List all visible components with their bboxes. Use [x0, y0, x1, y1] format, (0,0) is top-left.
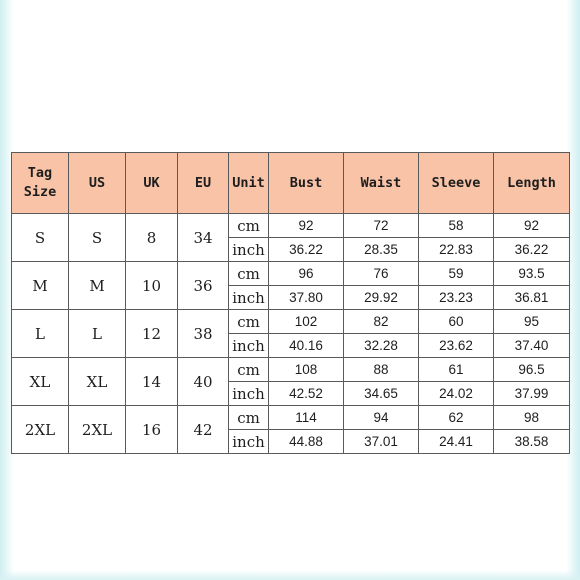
- unit-inch-cell: inch: [229, 238, 269, 262]
- waist-inch-cell: 32.28: [344, 334, 419, 358]
- uk-size-cell: 8: [126, 214, 178, 262]
- us-size-cell: XL: [69, 358, 126, 406]
- bust-inch-cell: 37.80: [269, 286, 344, 310]
- unit-cm-cell: cm: [229, 262, 269, 286]
- tag-size-cell: L: [12, 310, 69, 358]
- header-tag-size: [12, 153, 69, 214]
- tag-size-cell: 2XL: [12, 406, 69, 454]
- sleeve-cm-cell: 60: [419, 310, 494, 334]
- waist-cm-cell: 72: [344, 214, 419, 238]
- eu-size-cell: 34: [178, 214, 229, 262]
- header-row: [12, 153, 570, 214]
- unit-cm-cell: cm: [229, 358, 269, 382]
- tag-size-cell: S: [12, 214, 69, 262]
- length-cm-cell: 93.5: [494, 262, 570, 286]
- uk-size-cell: 10: [126, 262, 178, 310]
- bust-cm-cell: 92: [269, 214, 344, 238]
- length-inch-cell: 36.22: [494, 238, 570, 262]
- unit-inch-cell: inch: [229, 286, 269, 310]
- table-row-cm: [12, 358, 570, 382]
- sleeve-cm-cell: 58: [419, 214, 494, 238]
- bottom-edge-tint: [0, 570, 580, 580]
- bust-inch-cell: 42.52: [269, 382, 344, 406]
- sleeve-inch-cell: 23.62: [419, 334, 494, 358]
- unit-cm-cell: cm: [229, 406, 269, 430]
- bust-inch-cell: 40.16: [269, 334, 344, 358]
- size-chart-table: [11, 152, 570, 454]
- header-uk: UK: [126, 153, 178, 214]
- header-tag-size-line2: Size: [23, 184, 57, 200]
- table-row-cm: [12, 214, 570, 238]
- eu-size-cell: 42: [178, 406, 229, 454]
- uk-size-cell: 16: [126, 406, 178, 454]
- us-size-cell: M: [69, 262, 126, 310]
- bust-cm-cell: 96: [269, 262, 344, 286]
- waist-inch-cell: 29.92: [344, 286, 419, 310]
- unit-cm-cell: cm: [229, 310, 269, 334]
- sleeve-inch-cell: 22.83: [419, 238, 494, 262]
- eu-size-cell: 40: [178, 358, 229, 406]
- waist-inch-cell: 37.01: [344, 430, 419, 454]
- header-length: Length: [494, 153, 570, 214]
- bust-cm-cell: 114: [269, 406, 344, 430]
- waist-inch-cell: 34.65: [344, 382, 419, 406]
- table-row-cm: [12, 262, 570, 286]
- tag-size-cell: M: [12, 262, 69, 310]
- eu-size-cell: 38: [178, 310, 229, 358]
- bust-inch-cell: 36.22: [269, 238, 344, 262]
- unit-inch-cell: inch: [229, 334, 269, 358]
- length-cm-cell: 92: [494, 214, 570, 238]
- waist-inch-cell: 28.35: [344, 238, 419, 262]
- length-inch-cell: 36.81: [494, 286, 570, 310]
- bust-inch-cell: 44.88: [269, 430, 344, 454]
- header-bust: Bust: [269, 153, 344, 214]
- waist-cm-cell: 76: [344, 262, 419, 286]
- waist-cm-cell: 82: [344, 310, 419, 334]
- header-us: US: [69, 153, 126, 214]
- sleeve-cm-cell: 59: [419, 262, 494, 286]
- unit-inch-cell: inch: [229, 430, 269, 454]
- length-inch-cell: 37.40: [494, 334, 570, 358]
- tag-size-cell: XL: [12, 358, 69, 406]
- table-row-cm: [12, 310, 570, 334]
- uk-size-cell: 12: [126, 310, 178, 358]
- sleeve-inch-cell: 24.02: [419, 382, 494, 406]
- length-cm-cell: 98: [494, 406, 570, 430]
- header-unit: Unit: [229, 153, 269, 214]
- header-eu: EU: [178, 153, 229, 214]
- header-tag-size-line1: Tag: [27, 165, 53, 181]
- us-size-cell: 2XL: [69, 406, 126, 454]
- sleeve-inch-cell: 23.23: [419, 286, 494, 310]
- sleeve-cm-cell: 61: [419, 358, 494, 382]
- length-cm-cell: 96.5: [494, 358, 570, 382]
- header-sleeve: Sleeve: [419, 153, 494, 214]
- bust-cm-cell: 102: [269, 310, 344, 334]
- waist-cm-cell: 94: [344, 406, 419, 430]
- length-inch-cell: 37.99: [494, 382, 570, 406]
- unit-inch-cell: inch: [229, 382, 269, 406]
- unit-cm-cell: cm: [229, 214, 269, 238]
- sleeve-inch-cell: 24.41: [419, 430, 494, 454]
- header-waist: Waist: [344, 153, 419, 214]
- eu-size-cell: 36: [178, 262, 229, 310]
- bust-cm-cell: 108: [269, 358, 344, 382]
- us-size-cell: L: [69, 310, 126, 358]
- length-inch-cell: 38.58: [494, 430, 570, 454]
- length-cm-cell: 95: [494, 310, 570, 334]
- table-row-cm: [12, 406, 570, 430]
- us-size-cell: S: [69, 214, 126, 262]
- sleeve-cm-cell: 62: [419, 406, 494, 430]
- waist-cm-cell: 88: [344, 358, 419, 382]
- uk-size-cell: 14: [126, 358, 178, 406]
